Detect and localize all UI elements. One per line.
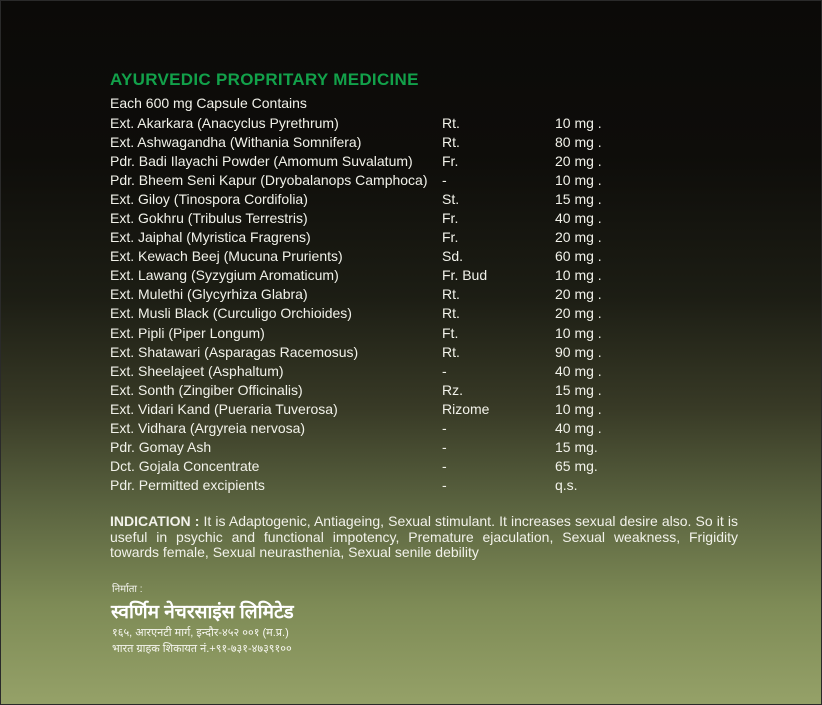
ingredient-row <box>110 438 630 457</box>
ingredient-quantity: 10 mg . <box>555 400 602 417</box>
ingredient-name: Pdr. Permitted excipients <box>110 476 265 493</box>
ingredient-part: Fr. <box>442 210 459 227</box>
ingredient-name: Ext. Pipli (Piper Longum) <box>110 324 265 341</box>
ingredient-part: - <box>442 362 447 379</box>
ingredient-name: Ext. Akarkara (Anacyclus Pyrethrum) <box>110 115 339 131</box>
ingredient-name: Ext. Shatawari (Asparagas Racemosus) <box>110 343 359 360</box>
ingredient-quantity: q.s. <box>555 476 578 493</box>
indication-text: It is Adaptogenic, Antiageing, Sexual stimulant. It increases sexual desire also. So it is useful in psychic and functional impotency, Premature ejaculation, Sexual weakness, Frigidity towards female, Sexual neurasthenia, Sexual senile debility <box>110 513 738 560</box>
ingredient-quantity: 10 mg . <box>555 115 602 131</box>
ingredient-part: Rz. <box>442 381 463 398</box>
ingredient-quantity: 40 mg . <box>555 419 602 436</box>
ingredient-row <box>110 190 630 209</box>
ingredient-part: Rt. <box>442 343 460 360</box>
ingredient-quantity: 20 mg . <box>555 305 602 322</box>
ingredient-name: Ext. Sheelajeet (Asphaltum) <box>110 362 284 379</box>
ingredient-quantity: 15 mg . <box>555 191 602 208</box>
ingredient-name: Dct. Gojala Concentrate <box>110 457 260 474</box>
ingredient-name: Ext. Giloy (Tinospora Cordifolia) <box>110 191 308 208</box>
ingredient-row <box>110 133 630 152</box>
indication-label: INDICATION : <box>110 513 200 529</box>
ingredient-part: Rt. <box>442 115 460 131</box>
ingredient-name: Pdr. Gomay Ash <box>110 438 212 455</box>
ingredient-quantity: 15 mg. <box>555 438 598 455</box>
ingredient-part: Ft. <box>442 324 459 341</box>
indication-block <box>110 514 738 561</box>
ingredient-quantity: 20 mg . <box>555 229 602 246</box>
ingredient-list <box>110 114 630 495</box>
ingredient-row <box>110 362 630 381</box>
ingredient-part: - <box>442 457 447 474</box>
ingredient-part: Rizome <box>442 400 490 417</box>
ingredient-name: Pdr. Bheem Seni Kapur (Dryobalanops Camphoca) <box>110 172 428 189</box>
ingredient-row <box>110 476 630 495</box>
ingredient-part: - <box>442 438 447 455</box>
ingredient-name: Ext. Sonth (Zingiber Officinalis) <box>110 381 303 398</box>
ingredient-name: Ext. Vidhara (Argyreia nervosa) <box>110 419 306 436</box>
ingredient-row <box>110 209 630 228</box>
ingredient-quantity: 15 mg . <box>555 381 602 398</box>
ingredient-row <box>110 304 630 323</box>
ingredient-quantity: 60 mg . <box>555 248 602 265</box>
ingredient-quantity: 40 mg . <box>555 362 602 379</box>
ingredient-row <box>110 228 630 247</box>
ingredient-name: Ext. Kewach Beej (Mucuna Prurients) <box>110 248 343 265</box>
ingredient-part: St. <box>442 191 460 208</box>
ingredient-part: - <box>442 172 447 189</box>
ingredient-row <box>110 381 630 400</box>
ingredient-row <box>110 419 630 438</box>
ingredient-row <box>110 247 630 266</box>
ingredient-name: Ext. Musli Black (Curculigo Orchioides) <box>110 305 352 322</box>
ingredient-part: - <box>442 476 447 493</box>
ingredient-name: Ext. Jaiphal (Myristica Fragrens) <box>110 229 311 246</box>
ingredient-name: Pdr. Badi Ilayachi Powder (Amomum Suvalatum) <box>110 153 413 170</box>
ingredient-name: Ext. Vidari Kand (Pueraria Tuverosa) <box>110 400 338 417</box>
manufacturer-name: स्वर्णिम नेचरसाइंस लिमिटेड <box>111 602 294 623</box>
ingredient-part: Rt. <box>442 134 460 151</box>
ingredient-quantity: 10 mg . <box>555 267 602 284</box>
manufacturer-address: १६५, आरएनटी मार्ग, इन्दौर-४५२ ००१ (म.प्र.) <box>112 627 289 639</box>
ingredient-row <box>110 400 630 419</box>
ingredient-part: Sd. <box>442 248 464 265</box>
composition-intro: Each 600 mg Capsule Contains <box>110 95 307 111</box>
ingredient-part: - <box>442 419 447 436</box>
ingredient-name: Ext. Lawang (Syzygium Aromaticum) <box>110 267 339 284</box>
ingredient-quantity: 10 mg . <box>555 324 602 341</box>
manufacturer-helpline: भारत ग्राहक शिकायत नं.+९१-७३१-४७३९१०० <box>112 643 292 655</box>
ingredient-row <box>110 343 630 362</box>
ingredient-row <box>110 152 630 171</box>
ingredient-name: Ext. Gokhru (Tribulus Terrestris) <box>110 210 308 227</box>
ingredient-row <box>110 285 630 304</box>
ingredient-part: Fr. <box>442 229 459 246</box>
ingredient-name: Ext. Mulethi (Glycyrhiza Glabra) <box>110 286 308 303</box>
ingredient-quantity: 90 mg . <box>555 343 602 360</box>
ingredient-quantity: 40 mg . <box>555 210 602 227</box>
ingredient-row <box>110 114 630 133</box>
product-heading: AYURVEDIC PROPRITARY MEDICINE <box>110 70 419 89</box>
ingredient-quantity: 10 mg . <box>555 172 602 189</box>
ingredient-quantity: 80 mg . <box>555 134 602 151</box>
ingredient-part: Fr. Bud <box>442 267 488 284</box>
ingredient-row <box>110 171 630 190</box>
ingredient-name: Ext. Ashwagandha (Withania Somnifera) <box>110 134 362 151</box>
ingredient-part: Rt. <box>442 286 460 303</box>
ingredient-part: Rt. <box>442 305 460 322</box>
ingredient-row <box>110 457 630 476</box>
ingredient-row <box>110 266 630 285</box>
ingredient-part: Fr. <box>442 153 459 170</box>
ingredient-row <box>110 324 630 343</box>
ingredient-quantity: 20 mg . <box>555 286 602 303</box>
ingredient-quantity: 20 mg . <box>555 153 602 170</box>
ingredient-quantity: 65 mg. <box>555 457 598 474</box>
manufacturer-label: निर्माता : <box>112 584 143 595</box>
